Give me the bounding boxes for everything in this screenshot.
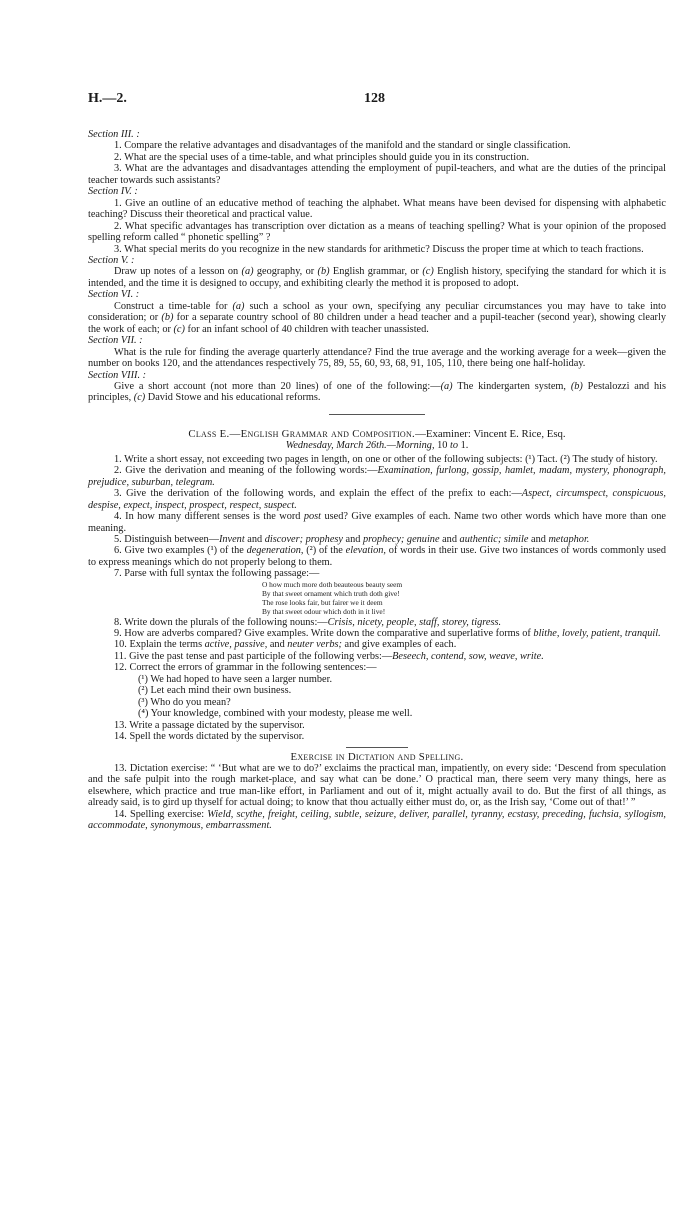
section-divider — [329, 414, 425, 415]
sentence-item: (¹) We had hoped to have seen a larger number. — [138, 673, 333, 685]
question: 2. What are the special uses of a time-table, and what principles should guide you in its construction. — [114, 151, 530, 163]
question: 1. Write a short essay, not exceeding two pages in length, on one or other of the following subjects: (¹) Tact. (²) The study of history. — [114, 453, 658, 465]
question: 8. Write down the plurals of the following nouns:—Crisis, nicety, people, staff, storey, tigress. — [114, 616, 502, 628]
question: 2. Give the derivation and meaning of the following words:—Examination, furlong, gossip, hamlet, madam, mystery, phonograph, prejudice, suburban, telegram. — [88, 465, 666, 488]
question: 13. Write a passage dictated by the supervisor. — [114, 719, 305, 731]
sentence-item: (⁴) Your knowledge, combined with your modesty, please me well. — [138, 708, 413, 720]
question: 1. Give an outline of an educative method of teaching the alphabet. What means have been devised for dispensing with alphabetic teaching? Discuss their theoretical and practical value. — [88, 197, 666, 221]
section-title: Section III. : — [88, 129, 140, 140]
question: 6. Give two examples (¹) of the degeneration, (²) of the elevation, of words in their use. Give two instances of words commonly used to express meanings which do not properly belong to them. — [88, 545, 666, 568]
question: 14. Spell the words dictated by the supervisor. — [114, 731, 305, 743]
poem-line: By that sweet odour which doth in it live! — [262, 607, 386, 617]
question: 10. Explain the terms active, passive, and neuter verbs; and give examples of each. — [114, 639, 457, 651]
sentence-item: (³) Who do you mean? — [138, 696, 231, 708]
section-title: Section VI. : — [88, 289, 140, 301]
question: 12. Correct the errors of grammar in the following sentences:— — [114, 662, 377, 674]
question: 5. Distinguish between—Invent and discover; prophesy and prophecy; genuine and authentic; simile and metaphor. — [114, 533, 590, 545]
document-reference: H.—2. — [88, 91, 127, 106]
question: 3. Give the derivation of the following words, and explain the effect of the prefix to each:—Aspect, circumspect, conspicuous, despise, expect, inspect, prospect, respect, suspect. — [88, 488, 666, 511]
page-number: 128 — [364, 91, 385, 106]
section-title: Section VII. : — [88, 335, 143, 347]
poem-passage — [262, 580, 666, 617]
section-text: Draw up notes of a lesson on (a) geography, or (b) English grammar, or (c) English history, specifying the standard for which it is intended, and the time it is designed to occupy, and exhibiting clearly the method it is proposed to adopt. — [88, 266, 666, 289]
section-text: Give a short account (not more than 20 lines) of one of the following:—(a) The kindergarten system, (b) Pestalozzi and his principles, (c) David Stowe and his educational reforms. — [88, 380, 666, 404]
section-text: What is the rule for finding the average quarterly attendance? Find the true average and the working average for a week—given the number on books 120, and the attendances respectively 75, 89, 55, 60, 93, 68, 91, 105, 110, there being one half-holiday. — [88, 346, 666, 370]
section-title: Section V. : — [88, 254, 135, 266]
section-title: Section VIII. : — [88, 369, 147, 381]
page-header — [88, 93, 608, 109]
poem-line: By that sweet ornament which truth doth give! — [262, 588, 400, 598]
question: 13. Dictation exercise: “ ‘But what are we to do?’ exclaims the practical man, impatiently, on every side: ‘Descend from speculation and the safe pulpit into the rough market-place, and say what can be done.’ O practical man, there seem very many things, here as elsewhere, which practice and true man-like effort, in Parliament and out of it, might actually avail to do. But the first of all things, as already said, is to gird up thyself for actual doing; to know that thou actually either must do, or, as the Irish say, ‘Come out of that!’ ” — [88, 763, 666, 809]
question: 3. What are the advantages and disadvantages attending the employment of pupil-teachers, and what are the duties of the principal teacher towards such assistants? — [88, 163, 666, 186]
poem-line: The rose looks fair, but fairer we it deem — [262, 598, 383, 608]
section-title: Section IV. : — [88, 186, 138, 198]
page-body — [88, 129, 666, 832]
question: 7. Parse with full syntax the following passage:— — [114, 568, 320, 580]
question: 4. In how many different senses is the word post used? Give examples of each. Name two other words which have more than one meaning. — [88, 511, 666, 534]
class-heading: Class E.—English Grammar and Composition.—Examiner: Vincent E. Rice, Esq. — [188, 427, 566, 440]
poem-line: O how much more doth beauteous beauty seem — [262, 579, 403, 589]
section-divider — [346, 747, 408, 748]
question: 9. How are adverbs compared? Give examples. Write down the comparative and superlative forms of blithe, lovely, patient, tranquil. — [114, 628, 661, 640]
sentence-item: (²) Let each mind their own business. — [138, 685, 292, 697]
question: 1. Compare the relative advantages and disadvantages of the manifold and the standard or single classification. — [114, 140, 571, 152]
question: 2. What specific advantages has transcription over dictation as a means of teaching spelling? What is your opinion of the proposed spelling reform called “ phonetic spelling” ? — [88, 220, 666, 244]
subsection-heading: Exercise in Dictation and Spelling. — [290, 750, 464, 763]
exam-date: Wednesday, March 26th.—Morning, 10 to 1. — [285, 440, 469, 452]
question: 11. Give the past tense and past participle of the following verbs:—Beseech, contend, sow, weave, write. — [114, 650, 544, 662]
question: 14. Spelling exercise: Wield, scythe, freight, ceiling, subtle, seizure, deliver, parallel, tyranny, ecstasy, preceding, fuchsia, syllogism, accommodate, synonymous, embarrassment. — [88, 808, 666, 832]
question: 3. What special merits do you recognize in the new standards for arithmetic? Discuss the proper time at which to teach fractions. — [114, 243, 644, 255]
section-text: Construct a time-table for (a) such a school as your own, specifying any peculiar circumstances you may have to take into consideration; or (b) for a separate country school of 80 children under a head teacher and a pupil-teacher (second year), showing clearly the work of each; or (c) for an infant school of 40 children with teacher unassisted. — [88, 300, 666, 335]
